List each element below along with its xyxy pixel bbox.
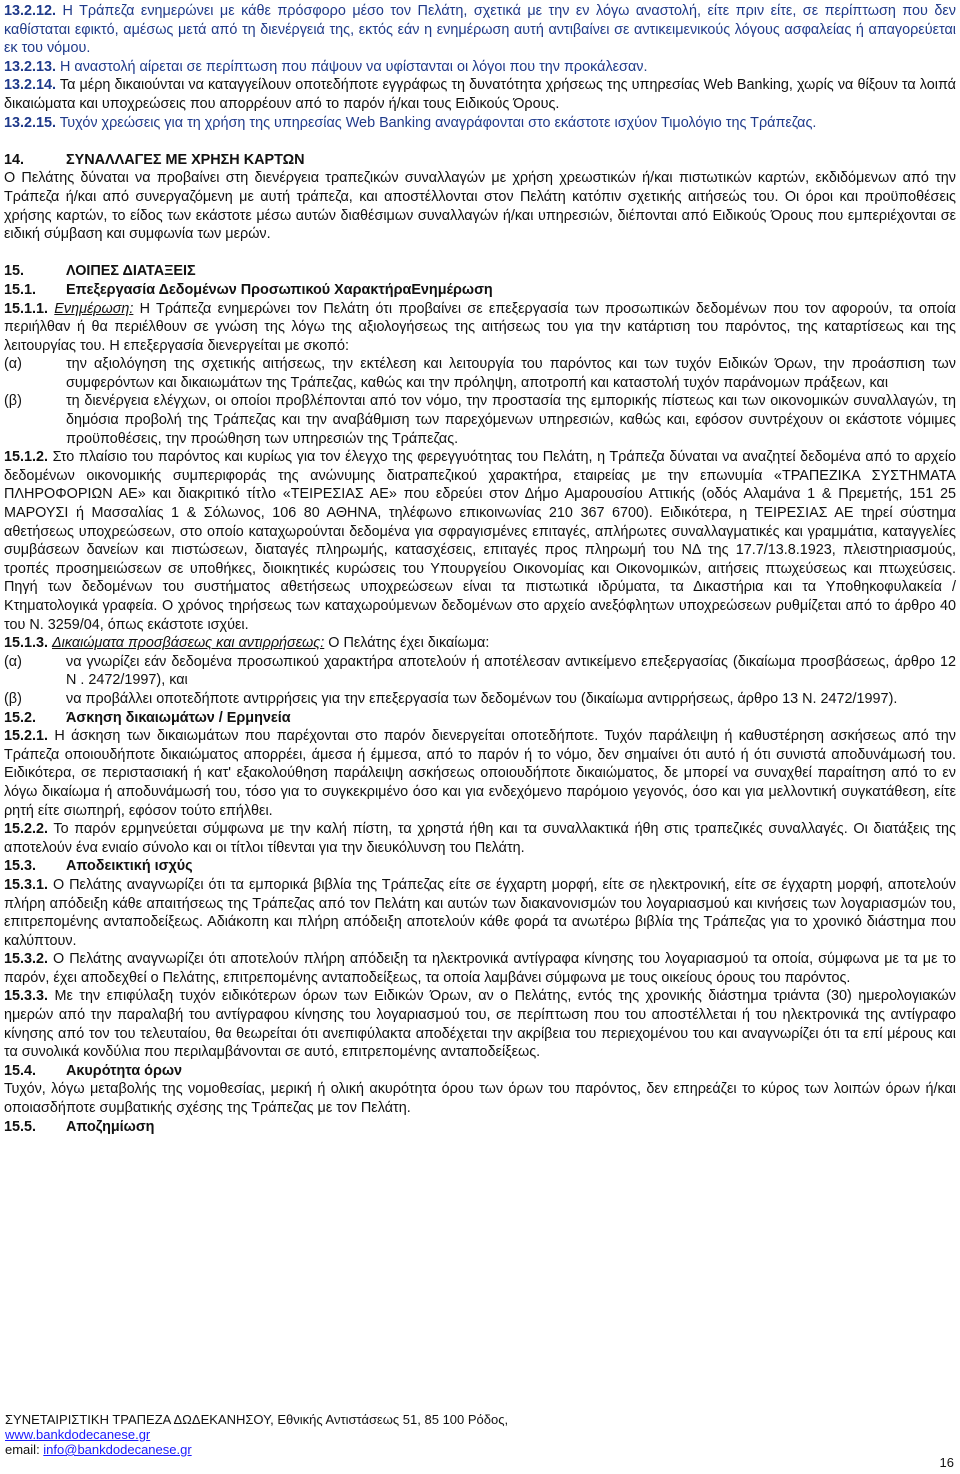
clause-number: 15.2.2. — [4, 821, 49, 838]
footer-email-label: email: — [5, 1442, 44, 1457]
clause-text: Η Τράπεζα ενημερώνει τον Πελάτη ότι προβαίνει σε επεξεργασία των προσωπικών δεδομένων που τον αφορούν, τα οποία περιήλθαν ή θα περιέλθουν σε γνώση της λόγω της αξιολογήσεως της αιτήσεως του για την κατάρτιση του παρόντος, της καταρτίσεως και της λειτουργίας του. Η επεξεργασία διενεργείται με σκοπό: — [4, 300, 957, 354]
section-title: Αποζημίωση — [66, 1118, 155, 1135]
page-number: 16 — [939, 1455, 954, 1470]
clause-text: Η αναστολή αίρεται σε περίπτωση που πάψουν να υφίστανται οι λόγοι που την προκάλεσαν. — [56, 58, 648, 75]
section-heading-15 — [4, 262, 956, 281]
clause-term: Ενημέρωση: — [54, 300, 134, 317]
section-heading-15-3 — [4, 857, 956, 876]
section-title: Ακυρότητα όρων — [66, 1062, 183, 1079]
clause-number: 15.2.1. — [4, 728, 49, 745]
footer-email-line — [5, 1442, 705, 1457]
clause-number: 13.2.12. — [4, 3, 57, 19]
clause-text: Τα μέρη δικαιούνται να καταγγείλουν οποτεδήποτε εγγράφως τη δυνατότητα χρήσεως της υπηρεσίας Web Banking, χωρίς να θίξουν τα λοιπά δικαιώματα και υποχρεώσεις που απορρέουν από το παρόν ή/και τους Ειδικούς Όρους. — [4, 77, 956, 112]
list-label: (β) — [4, 393, 22, 410]
clause-15-3-2 — [4, 950, 956, 987]
clause-text: Η άσκηση των δικαιωμάτων που παρέχονται στο παρόν διενεργείται οποτεδήποτε. Τυχόν παράλειψη ή καθυστέρηση ασκήσεως από την Τράπεζα οποιουδήποτε δικαιώματος απορρέει, άμεσα ή έμμεσα, από το παρόν ή το νόμο, δεν σημαίνει ότι αυτό ή ότι συνιστά αποδυνάμωσή του. Ειδικότερα, σε περιστασιακή ή κατ' εξακολούθηση παράλειψη ασκήσεως οποιουδήποτε δικαιώματος, δε μπορεί να συναχθεί παραίτηση από το εν λόγω δικαίωμα ή αποδυνάμωσή του, τόσο για το συγκεκριμένο όσο και για ενδεχόμενο παρόμοιο γεγονός, όσο και για μελλοντική συγκατάθεση, είτε ρητή είτε σιωπηρή, εφόσον τούτο επήλθει. — [4, 728, 956, 819]
list-item — [4, 653, 956, 690]
list-label: (α) — [4, 356, 22, 373]
clause-15-3-1 — [4, 876, 956, 950]
section-title: Άσκηση δικαιωμάτων / Ερμηνεία — [66, 709, 291, 726]
section-number: 15. — [4, 263, 25, 280]
list-label: (β) — [4, 690, 22, 707]
page-footer — [5, 1412, 705, 1457]
list-label: (α) — [4, 653, 22, 670]
clause-15-1-1 — [4, 300, 956, 356]
footer-email-link[interactable]: info@bankdodecanese.gr — [43, 1442, 192, 1457]
section-heading-15-2 — [4, 709, 956, 728]
clause-15-2-2 — [4, 820, 956, 857]
section-title: ΛΟΙΠΕΣ ΔΙΑΤΑΞΕΙΣ — [66, 263, 196, 280]
clause-15-1-2 — [4, 448, 956, 634]
list-text: την αξιολόγηση της σχετικής αιτήσεως, την εκτέλεση και λειτουργία του παρόντος και των τυχόν Ειδικών Όρων, την προάσπιση των συμφερόντων και δικαιωμάτων της Τράπεζας, καθώς και την πρόληψη, αποτροπή και καταστολή τυχόν παράνομων πράξεων, και — [66, 356, 956, 391]
list-text: τη διενέργεια ελέγχων, οι οποίοι προβλέπονται από τον νόμο, την προστασία της εμπορικής πίστεως και των οικονομικών συναλλαγών, τη δημόσια προβολή της Τράπεζας και την αναβάθμιση των παρεχόμενων υπηρεσιών, καθώς και, εφόσον συντρέχουν οι εκάστοτε νόμιμες προϋποθέσεις, την προώθηση των υπηρεσιών της Τράπεζας. — [66, 393, 956, 447]
footer-bank-address: ΣΥΝΕΤΑΙΡΙΣΤΙΚΗ ΤΡΑΠΕΖΑ ΔΩΔΕΚΑΝΗΣΟΥ, Εθνικής Αντιστάσεως 51, 85 100 Ρόδος, — [5, 1412, 509, 1427]
section-heading-14 — [4, 151, 956, 170]
document-page — [4, 2, 956, 1136]
section-number: 15.5. — [4, 1118, 37, 1135]
clause-13-2-12 — [4, 2, 956, 58]
clause-number: 13.2.14. — [4, 77, 57, 94]
list-text: να γνωρίζει εάν δεδομένα προσωπικού χαρακτήρα αποτελούν ή αποτέλεσαν αντικείμενο επεξεργασίας (δικαίωμα προσβάσεως, άρθρο 12 Ν . 2472/1997), και — [66, 653, 956, 689]
clause-text: Το παρόν ερμηνεύεται σύμφωνα με την καλή πίστη, τα χρηστά ήθη και τα συναλλακτικά ήθη στις τραπεζικές συναλλαγές. Οι διατάξεις της αποτελούν ένα ενιαίο σύνολο και οι τίτλοι τίθενται για την διευκόλυνση του Πελάτη. — [4, 821, 956, 856]
clause-13-2-14 — [4, 76, 956, 113]
clause-number: 13.2.13. — [4, 58, 57, 75]
clause-number: 15.1.1. — [4, 300, 49, 317]
clause-text: Με την επιφύλαξη τυχόν ειδικότερων όρων των Ειδικών Όρων, αν ο Πελάτης, εντός της χρονικής διάστημα τριάντα (30) ημερολογιακών ημερών από την παραλαβή του αντίγραφου κίνησης του λογαριασμού του, σε περίπτωση που του αποστέλλεται ή του ηλεκτρονικά της αντίγραφο κίνησης από τον του τελευταίου, θα θεωρείται ότι ανεπιφύλακτα αποδέχεται την ακρίβεια του περιεχομένου του και αναγνωρίζει ότι τα επί μέρους και τα συνολικά κονδύλια που περιλαμβάνονται σε αυτό, επιτρεπομένης ανταποδείξεως. — [4, 988, 956, 1061]
section-number: 15.3. — [4, 858, 37, 875]
section-heading-15-5 — [4, 1118, 956, 1137]
list-item — [4, 690, 956, 709]
clause-text: Ο Πελάτης έχει δικαίωμα: — [324, 635, 490, 652]
clause-number: 15.1.3. — [4, 635, 49, 652]
clause-number: 13.2.15. — [4, 114, 57, 131]
section-number: 15.4. — [4, 1062, 37, 1079]
clause-text: Ο Πελάτης αναγνωρίζει ότι αποτελούν πλήρη απόδειξη τα ηλεκτρονικά αντίγραφα κίνησης του λογαριασμού τα οποία, σύμφωνα με τα με το παρόν, έχει αποδεχθεί ο Πελάτης, επιτρεπομένης ανταποδείξεως, τα οποία λαμβάνει σύμφωνα με τους οικείους όρους του παρόντος. — [4, 951, 956, 986]
section-title: ΣΥΝΑΛΛΑΓΕΣ ΜΕ ΧΡΗΣΗ ΚΑΡΤΩΝ — [66, 151, 305, 168]
section-heading-15-1 — [4, 281, 956, 300]
section-title: Επεξεργασία Δεδομένων Προσωπικού ΧαρακτήραΕνημέρωση — [66, 281, 493, 298]
footer-website-link[interactable]: www.bankdodecanese.gr — [5, 1427, 151, 1442]
clause-13-2-15 — [4, 114, 956, 133]
clause-term: Δικαιώματα προσβάσεως και αντιρρήσεως: — [52, 635, 325, 652]
section-number: 15.1. — [4, 281, 37, 298]
clause-13-2-13 — [4, 58, 956, 77]
clause-text: Η Τράπεζα ενημερώνει με κάθε πρόσφορο μέσο τον Πελάτη, σχετικά με την εν λόγω αναστολή, είτε πριν είτε, σε περίπτωση που δεν καθίσταται εφικτό, αμέσως μετά από τη διενέργειά της, εκτός εάν η ενημέρωση αυτή αντιβαίνει σε αντικειμενικούς λόγους ασφαλείας ή απαγορεύεται εκ του νόμου. — [4, 3, 956, 57]
clause-text: Ο Πελάτης αναγνωρίζει ότι τα εμπορικά βιβλία της Τράπεζας είτε σε έγχαρτη μορφή, είτε σε ηλεκτρονική, είτε σε έγχαρτη μορφή, αποτελούν πλήρη απόδειξη κάθε απαιτήσεως της Τράπεζας από τον Πελάτη και αυτών των διακανονισμών του λογαριασμού και κινήσεις των λογαριασμών του, επιτρεπομένης ανταποδείξεως. Αδιάκοπη και πλήρη απόδειξη αποτελούν κάθε φορά τα ανωτέρω βιβλία της Τράπεζας για το χρονικό διάστημα που καλύπτουν. — [4, 876, 956, 949]
section-heading-15-4 — [4, 1062, 956, 1081]
clause-number: 15.3.3. — [4, 988, 49, 1005]
list-item — [4, 355, 956, 392]
clause-number: 15.3.1. — [4, 876, 49, 893]
list-item — [4, 392, 956, 448]
clause-text: Τυχόν χρεώσεις για τη χρήση της υπηρεσίας Web Banking αναγράφονται στο εκάστοτε ισχύον Τιμολόγιο της Τράπεζας. — [56, 114, 817, 131]
section-14-text: Ο Πελάτης δύναται να προβαίνει στη διενέργεια τραπεζικών συναλλαγών με χρήση χρεωστικών ή/και πιστωτικών καρτών, εκδιδόμενων από την Τράπεζα ή/και από συνεργαζόμενη με αυτή τράπεζα, και αποστέλλονται στον Πελάτη κατόπιν σχετικής αιτήσεώς του. Οι όροι και προϋποθέσεις χρήσης καρτών, το είδος των εκάστοτε μέσω αυτών διαθέσιμων συναλλαγών ή/και υπηρεσιών, διέπονται από Ειδικούς Όρους που εμπεριέχονται σε ειδική σύμβαση και συμφωνία των μερών. — [4, 170, 956, 243]
list-text: να προβάλλει οποτεδήποτε αντιρρήσεις για την επεξεργασία των δεδομένων του (δικαίωμα αντιρρήσεως, άρθρο 13 Ν. 2472/1997). — [66, 690, 898, 707]
section-15-4-text: Τυχόν, λόγω μεταβολής της νομοθεσίας, μερική ή ολική ακυρότητα όρου των όρων του παρόντος, δεν επηρεάζει το κύρος των λοιπών όρων ή/και οποιασδήποτε συμβατικής σχέσης της Τράπεζας με τον Πελάτη. — [4, 1081, 956, 1117]
clause-15-3-3 — [4, 987, 956, 1061]
clause-15-2-1 — [4, 727, 956, 820]
clause-number: 15.1.2. — [4, 449, 49, 466]
clause-text: Στο πλαίσιο του παρόντος και κυρίως για τον έλεγχο της φερεγγυότητας του Πελάτη, η Τράπεζα δύναται να αναζητεί δεδομένα από το αρχείο δεδομένων οικονομικής συμπεριφοράς της ανώνυμης διατραπεζικού χαρακτήρα, εταιρείας με την επωνυμία «ΤΡΑΠΕΖΙΚΑ ΣΥΣΤΗΜΑΤΑ ΠΛΗΡΟΦΟΡΙΩΝ ΑΕ» και διακριτικό τίτλο «ΤΕΙΡΕΣΙΑΣ ΑΕ» που εδρεύει στον Δήμο Αμαρουσίου Αττικής (οδός Αλαμάνα 1 & Πρεμετής, 151 25 ΜΑΡΟΥΣΙ ή Μασσαλίας 1 & Σόλωνος, 106 80 ΑΘΗΝΑ, τηλέφωνο επικοινωνίας 210 367 6700). Ειδικότερα, η ΤΕΙΡΕΣΙΑΣ ΑΕ τηρεί σύστημα αθετήσεως υποχρεώσεων, στο οποίο καταχωρούνται δεδομένα για σφραγισμένες επιταγές, απλήρωτες συναλλαγματικές και γραμμάτια, καταγγελίες συμβάσεων δανείων και πιστώσεων, διαταγές πληρωμής, κατασχέσεις, επιταγές προς πληρωμή του ΝΔ της 17.7/13.8.1923, πλειστηριασμούς, τροπές προσημειώσεων σε υποθήκες, διοικητικές κυρώσεις του Υπουργείου Οικονομίας και Οικονομικών, αιτήσεις πτωχεύσεως και πτωχεύσεις. Πηγή των δεδομένων του συστήματος αθετήσεως υποχρεώσεων είναι τα πιστωτικά ιδρύματα, τα Δικαστήρια και τα Υποθηκοφυλακεία / Κτηματολογικά γραφεία. Ο χρόνος τηρήσεως των καταχωρούμενων δεδομένων στο αρχείο ανεξόφλητων υποχρεώσεων ρυθμίζεται από το άρθρο 40 του Ν. 3259/04, όπως εκάστοτε ισχύει. — [4, 449, 956, 633]
section-number: 14. — [4, 151, 25, 168]
section-title: Αποδεικτική ισχύς — [66, 858, 193, 875]
clause-15-1-3 — [4, 634, 956, 653]
section-number: 15.2. — [4, 709, 37, 726]
clause-number: 15.3.2. — [4, 951, 49, 968]
